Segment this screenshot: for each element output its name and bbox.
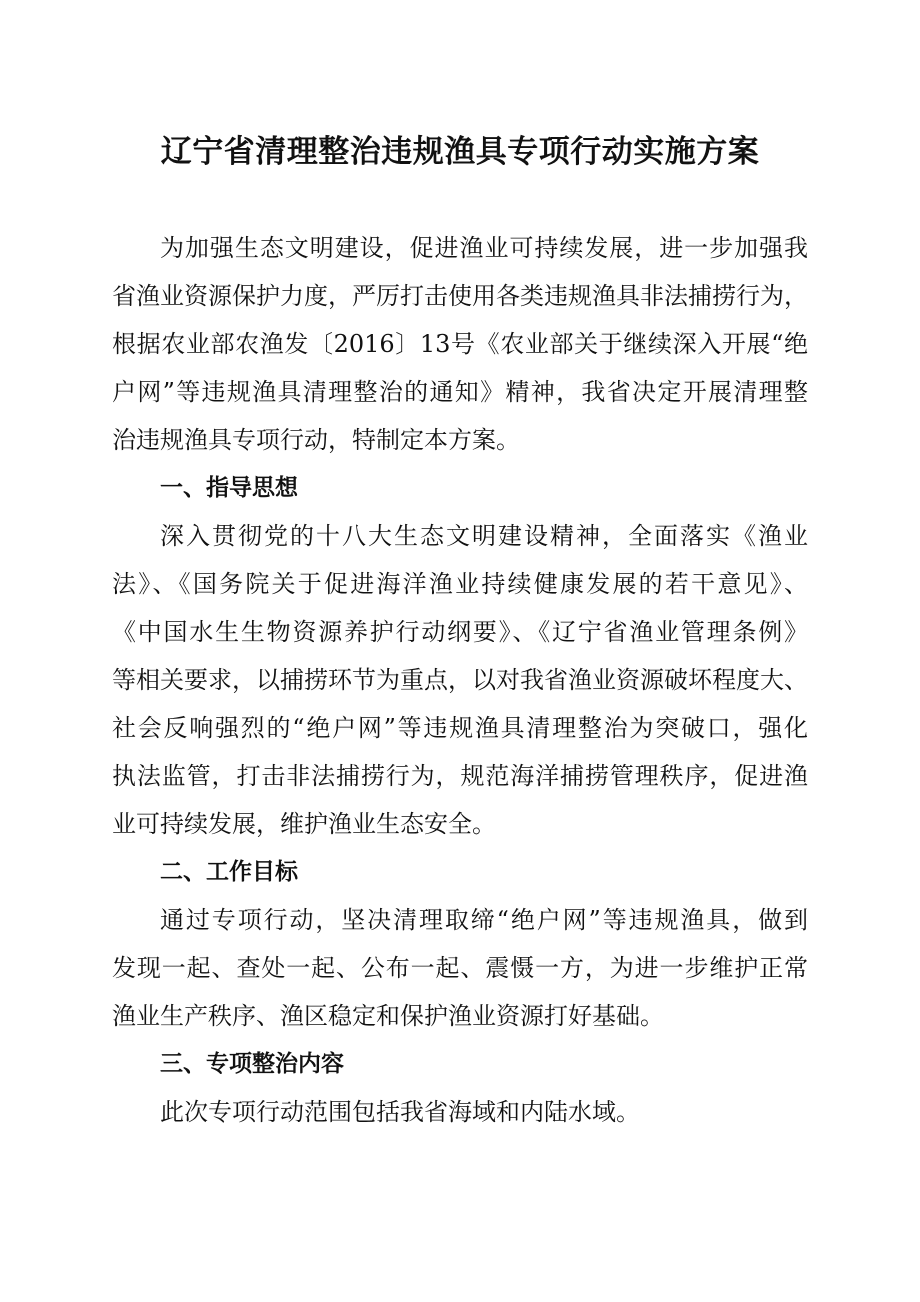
section1-line: 业可持续发展，维护渔业生态安全。: [112, 810, 496, 838]
intro-line: 户网”等违规渔具清理整治的通知》精神，我省决定开展清理整: [112, 378, 808, 406]
section-heading: 二、工作目标: [160, 859, 298, 885]
section1-line: 深入贯彻党的十八大生态文明建设精神，全面落实《渔业: [160, 522, 808, 550]
section1-line: 《中国水生生物资源养护行动纲要》、《辽宁省渔业管理条例》: [112, 618, 808, 646]
section2-line: 通过专项行动，坚决清理取缔“绝户网”等违规渔具，做到: [160, 906, 808, 934]
intro-line: 为加强生态文明建设，促进渔业可持续发展，进一步加强我: [160, 234, 808, 262]
section-heading: 一、指导思想: [160, 475, 298, 501]
section1-line: 法》、《国务院关于促进海洋渔业持续健康发展的若干意见》、: [112, 570, 808, 598]
document-title: 辽宁省清理整治违规渔具专项行动实施方案: [160, 134, 760, 170]
intro-line: 根据农业部农渔发〔2016〕13号《农业部关于继续深入开展“绝: [112, 330, 808, 358]
section-heading: 三、专项整治内容: [160, 1051, 344, 1077]
section1-line: 社会反响强烈的“绝户网”等违规渔具清理整治为突破口，强化: [112, 714, 808, 742]
intro-line: 省渔业资源保护力度，严厉打击使用各类违规渔具非法捕捞行为，: [112, 282, 808, 310]
intro-line: 治违规渔具专项行动，特制定本方案。: [112, 426, 520, 454]
section1-line: 执法监管，打击非法捕捞行为，规范海洋捕捞管理秩序，促进渔: [112, 762, 808, 790]
section1-line: 等相关要求，以捕捞环节为重点，以对我省渔业资源破坏程度大、: [112, 666, 808, 694]
section2-line: 发现一起、查处一起、公布一起、震慑一方，为进一步维护正常: [112, 954, 808, 982]
section3-line: 此次专项行动范围包括我省海域和内陆水域。: [160, 1098, 640, 1126]
section2-line: 渔业生产秩序、渔区稳定和保护渔业资源打好基础。: [112, 1002, 664, 1030]
